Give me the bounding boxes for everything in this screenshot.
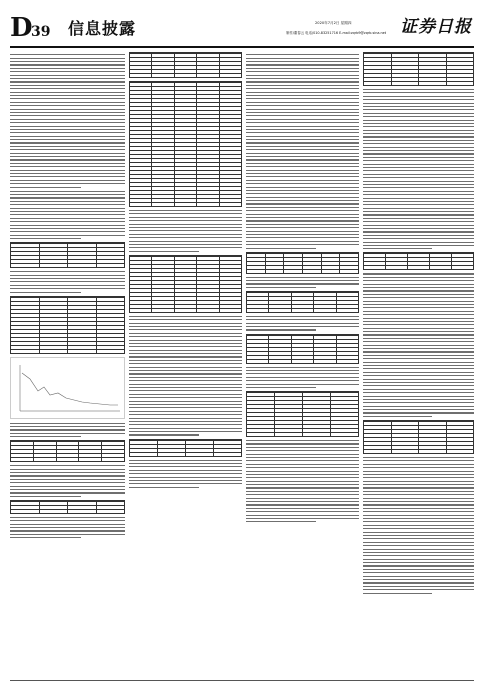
- text-block: [10, 191, 125, 240]
- text-block: [129, 316, 242, 436]
- data-table: [246, 291, 359, 313]
- text-block: [10, 517, 125, 538]
- data-table: [10, 500, 125, 514]
- column-4: [363, 52, 474, 676]
- editor-contact-line: 制作/董春云 电话/010-83251716 E-mail:zqrb9@zqrb.sina.net: [286, 31, 387, 35]
- column-2: [129, 52, 242, 676]
- data-table: [246, 391, 359, 437]
- data-table: [10, 242, 125, 268]
- section-letter: D: [10, 13, 33, 43]
- section-title: 信息披露: [68, 19, 137, 38]
- data-table: [129, 81, 242, 207]
- page-number: 39: [31, 24, 51, 40]
- text-block: [246, 277, 359, 288]
- data-table: [246, 252, 359, 274]
- text-block: [246, 367, 359, 388]
- data-table: [129, 439, 242, 457]
- text-block: [246, 316, 359, 331]
- chart-frame: [11, 357, 125, 418]
- text-block: [246, 440, 359, 522]
- text-block: [10, 54, 125, 187]
- text-block: [10, 271, 125, 292]
- data-table: [10, 296, 125, 354]
- text-block: [363, 457, 474, 594]
- column-1: [10, 52, 125, 676]
- data-table: [10, 440, 125, 462]
- text-block: [363, 273, 474, 417]
- text-block: [246, 54, 359, 248]
- trend-line: [22, 373, 118, 405]
- data-table: [363, 420, 474, 454]
- data-table: [246, 334, 359, 364]
- brand-logo: 证券日报: [400, 17, 472, 37]
- data-table: [129, 52, 242, 78]
- issue-date: 2020年7月2日 星期四: [315, 21, 352, 25]
- data-table: [129, 255, 242, 313]
- text-block: [363, 89, 474, 249]
- masthead: [10, 14, 474, 44]
- trend-chart: [10, 357, 125, 419]
- text-block: [10, 423, 125, 438]
- masthead-rule: [10, 46, 474, 48]
- data-table: [363, 252, 474, 270]
- page-footer-rule: [10, 680, 474, 681]
- text-block: [10, 465, 125, 497]
- column-3: [246, 52, 359, 676]
- data-table: [363, 52, 474, 86]
- text-block: [129, 460, 242, 488]
- text-block: [129, 210, 242, 252]
